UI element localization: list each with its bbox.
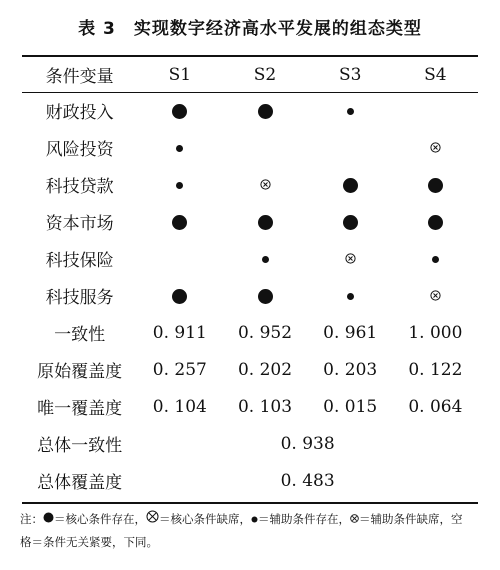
- metric-value: 0. 064: [408, 396, 463, 417]
- condition-label: 科技服务: [45, 288, 114, 308]
- condition-cell: [222, 166, 307, 203]
- condition-cell: [308, 129, 393, 166]
- note-text-5: 格＝条件无关紧要，下同。: [20, 535, 158, 549]
- aux-present-icon: [262, 256, 269, 263]
- core-present-icon: [258, 104, 273, 119]
- note-text-4: ＝辅助条件缺席，空: [359, 512, 463, 526]
- table-note: [20, 508, 482, 554]
- header-col-s4: S4: [424, 64, 447, 85]
- note-prefix: 注：: [20, 512, 43, 526]
- condition-label: 资本市场: [45, 214, 114, 234]
- aux-absent-legend-icon: [350, 508, 359, 531]
- metric-value: 1. 000: [408, 322, 463, 343]
- condition-row: [22, 277, 478, 314]
- overall-value: 0. 483: [280, 470, 335, 491]
- note-text-2: ＝核心条件缺席，: [159, 512, 251, 526]
- aux-absent-icon: [430, 286, 441, 306]
- core-present-icon: [258, 215, 273, 230]
- core-present-icon: [343, 178, 358, 193]
- condition-cell: [308, 277, 393, 314]
- condition-cell: [137, 277, 222, 314]
- condition-label: 科技贷款: [45, 177, 114, 197]
- condition-cell: [393, 277, 478, 314]
- metric-value: 0. 952: [237, 322, 293, 343]
- metric-value: 0. 203: [323, 359, 378, 380]
- note-text-3: ＝辅助条件存在，: [258, 512, 350, 526]
- metric-value: 0. 202: [237, 359, 293, 380]
- metric-row: [22, 351, 478, 388]
- condition-row: [22, 92, 478, 129]
- header-label: 条件变量: [45, 67, 114, 87]
- condition-cell: [137, 240, 222, 277]
- core-present-icon: [172, 289, 187, 304]
- condition-cell: [393, 203, 478, 240]
- overall-label: 总体覆盖度: [37, 473, 123, 493]
- condition-cell: [222, 277, 307, 314]
- metric-row: [22, 388, 478, 425]
- core-absent-legend-icon: [146, 508, 159, 531]
- note-text-1: ＝核心条件存在，: [54, 512, 146, 526]
- condition-cell: [137, 129, 222, 166]
- core-present-icon: [172, 215, 187, 230]
- aux-present-icon: [347, 293, 354, 300]
- condition-cell: [308, 92, 393, 129]
- condition-row: [22, 166, 478, 203]
- metric-label: 一致性: [54, 325, 106, 345]
- condition-cell: [137, 92, 222, 129]
- configuration-table: [22, 57, 478, 499]
- metric-label: 原始覆盖度: [37, 362, 123, 382]
- condition-label: 风险投资: [45, 140, 114, 160]
- condition-cell: [308, 240, 393, 277]
- condition-cell: [308, 203, 393, 240]
- metric-value: 0. 961: [323, 322, 378, 343]
- condition-row: [22, 203, 478, 240]
- core-present-icon: [258, 289, 273, 304]
- metric-value: 0. 103: [237, 396, 293, 417]
- condition-cell: [393, 129, 478, 166]
- overall-value: 0. 938: [280, 433, 335, 454]
- metric-row: [22, 314, 478, 351]
- condition-label: 财政投入: [45, 103, 114, 123]
- condition-cell: [308, 166, 393, 203]
- metric-value: 0. 911: [152, 322, 207, 343]
- condition-cell: [222, 203, 307, 240]
- header-col-s1: S1: [168, 64, 192, 85]
- metric-label: 唯一覆盖度: [37, 399, 123, 419]
- aux-absent-icon: [345, 249, 356, 269]
- condition-cell: [393, 92, 478, 129]
- condition-cell: [393, 166, 478, 203]
- metric-value: 0. 104: [152, 396, 207, 417]
- condition-label: 科技保险: [45, 251, 114, 271]
- core-present-icon: [172, 104, 187, 119]
- condition-cell: [137, 203, 222, 240]
- aux-present-icon: [176, 182, 183, 189]
- aux-absent-icon: [430, 138, 441, 158]
- condition-cell: [222, 129, 307, 166]
- header-col-s3: S3: [338, 64, 362, 85]
- overall-row: [22, 425, 478, 462]
- bottom-rule: [22, 502, 478, 504]
- metric-value: 0. 015: [323, 396, 378, 417]
- metric-value: 0. 257: [152, 359, 207, 380]
- table-title: 表 3 实现数字经济高水平发展的组态类型: [78, 19, 422, 39]
- aux-present-icon: [347, 108, 354, 115]
- aux-present-icon: [432, 256, 439, 263]
- aux-absent-icon: [260, 175, 271, 195]
- overall-row: [22, 462, 478, 499]
- condition-cell: [393, 240, 478, 277]
- core-present-legend-icon: [43, 508, 54, 531]
- aux-present-icon: [176, 145, 183, 152]
- metric-value: 0. 122: [408, 359, 463, 380]
- condition-cell: [222, 240, 307, 277]
- core-present-icon: [428, 178, 443, 193]
- aux-present-legend-icon: [251, 508, 258, 531]
- condition-cell: [137, 166, 222, 203]
- condition-cell: [222, 92, 307, 129]
- condition-row: [22, 240, 478, 277]
- core-present-icon: [343, 215, 358, 230]
- condition-row: [22, 129, 478, 166]
- overall-label: 总体一致性: [37, 436, 123, 456]
- core-present-icon: [428, 215, 443, 230]
- header-col-s2: S2: [253, 64, 277, 85]
- header-row: [22, 57, 478, 92]
